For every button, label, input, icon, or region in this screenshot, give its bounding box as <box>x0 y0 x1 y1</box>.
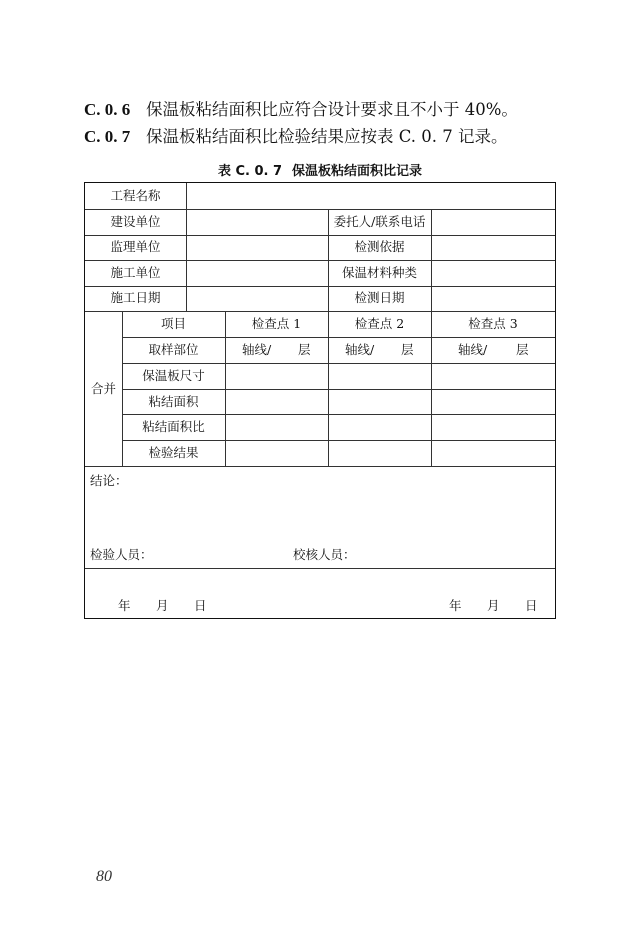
table-caption <box>0 160 640 179</box>
clause-c07 <box>84 127 508 147</box>
checker-label: 校核人员： <box>293 547 356 562</box>
clause-text: 保温板粘结面积比应符合设计要求且不小于 40%。 <box>146 100 518 119</box>
date-month-label: 月 <box>156 598 169 613</box>
supervision-unit-label: 监理单位 <box>110 239 161 254</box>
axis-label: 轴线/ <box>242 342 272 357</box>
sample-location-label: 取样部位 <box>148 342 199 357</box>
date-year-label: 年 <box>118 598 131 613</box>
board-size-label: 保温板尺寸 <box>142 368 205 383</box>
client-phone-label: 委托人/联系电话 <box>333 214 426 229</box>
construction-date-label: 施工日期 <box>110 290 161 305</box>
record-table <box>84 182 556 619</box>
test-basis-label: 检测依据 <box>354 239 405 254</box>
point-3-header: 检查点 3 <box>468 316 518 331</box>
merge-label: 合并 <box>90 381 116 396</box>
floor-label: 层 <box>401 342 414 357</box>
floor-label: 层 <box>516 342 529 357</box>
point-2-header: 检查点 2 <box>354 316 405 331</box>
inspector-label: 检验人员： <box>90 547 153 562</box>
clause-c06 <box>84 100 518 120</box>
page-number: 80 <box>96 868 112 885</box>
date-day-label: 日 <box>525 598 538 613</box>
bond-area-ratio-label: 粘结面积比 <box>142 419 205 434</box>
table-number: 表 C. 0. 7 <box>217 164 283 179</box>
date-month-label: 月 <box>487 598 500 613</box>
clause-number: C. 0. 7 <box>84 127 131 146</box>
clause-number: C. 0. 6 <box>84 100 131 119</box>
project-name-label: 工程名称 <box>110 188 161 203</box>
builder-unit-label: 施工单位 <box>110 265 161 280</box>
date-day-label: 日 <box>194 598 207 613</box>
item-header: 项目 <box>160 316 186 331</box>
date-year-label: 年 <box>449 598 462 613</box>
construction-unit-label: 建设单位 <box>110 214 161 229</box>
conclusion-label: 结论： <box>90 473 128 488</box>
axis-label: 轴线/ <box>458 342 488 357</box>
bond-area-label: 粘结面积 <box>148 394 199 409</box>
floor-label: 层 <box>298 342 311 357</box>
table-title: 保温板粘结面积比记录 <box>292 164 423 179</box>
test-result-label: 检验结果 <box>148 445 199 460</box>
test-date-label: 检测日期 <box>354 290 405 305</box>
material-type-label: 保温材料种类 <box>341 265 417 280</box>
axis-label: 轴线/ <box>345 342 375 357</box>
point-1-header: 检查点 1 <box>251 316 302 331</box>
clause-text: 保温板粘结面积比检验结果应按表 C. 0. 7 记录。 <box>146 127 508 146</box>
